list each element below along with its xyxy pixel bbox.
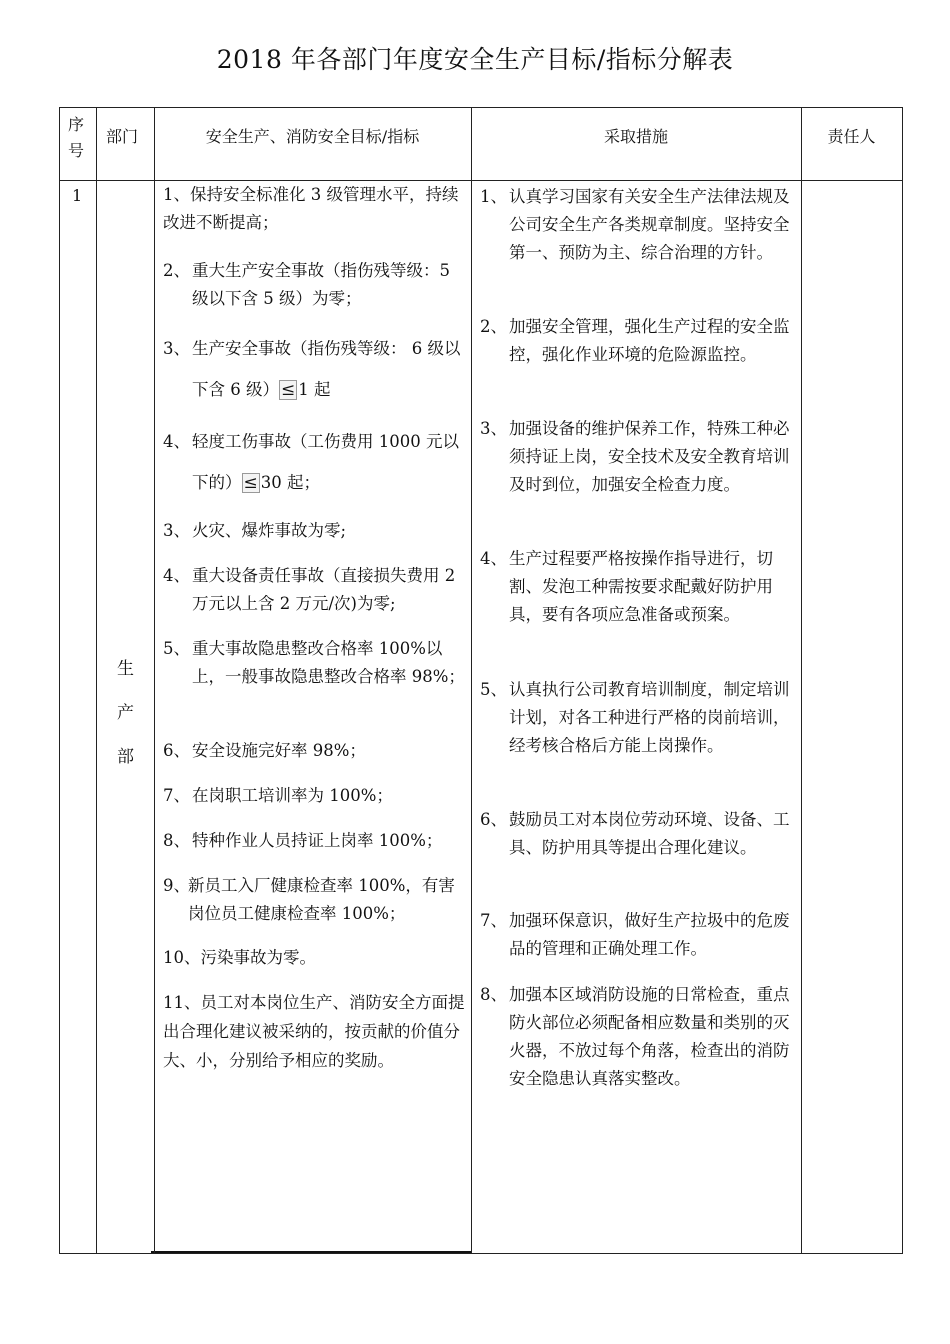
less-equal-symbol: ≤ bbox=[243, 473, 258, 493]
header-dept: 部门 bbox=[106, 127, 139, 146]
goal-number: 6、 bbox=[163, 741, 190, 760]
dept-char: 生 bbox=[117, 659, 134, 679]
goal-text: 污染事故为零。 bbox=[200, 948, 316, 967]
goal-item bbox=[163, 562, 465, 618]
goal-item bbox=[163, 421, 465, 503]
dept-char: 产 bbox=[117, 703, 134, 723]
goal-number: 4、 bbox=[163, 432, 190, 451]
measure-item bbox=[480, 545, 796, 629]
row-seq: 1 bbox=[72, 186, 83, 205]
goal-number: 4、 bbox=[163, 566, 190, 585]
table-top-border bbox=[59, 107, 903, 108]
dept-char: 部 bbox=[117, 747, 134, 767]
goal-item bbox=[163, 517, 465, 545]
header-measures: 采取措施 bbox=[603, 127, 668, 146]
measure-number: 6、 bbox=[480, 810, 507, 829]
goal-text: 火灾、爆炸事故为零; bbox=[192, 521, 347, 540]
measure-number: 5、 bbox=[480, 680, 507, 699]
measure-item bbox=[480, 806, 796, 862]
page-title: 2018 年各部门年度安全生产目标/指标分解表 bbox=[216, 45, 734, 74]
goal-number: 7、 bbox=[163, 786, 190, 805]
measure-number: 1、 bbox=[480, 187, 507, 206]
measure-text: 加强本区域消防设施的日常检查，重点防火部位必须配备相应数量和类别的灭火器，不放过每个角落，检查出的消防安全隐患认真落实整改。 bbox=[509, 985, 790, 1088]
measure-number: 4、 bbox=[480, 549, 507, 568]
table-bottom-border bbox=[59, 1253, 903, 1254]
measure-item bbox=[480, 415, 796, 499]
measure-text: 加强安全管理，强化生产过程的安全监控，强化作业环境的危险源监控。 bbox=[509, 317, 790, 364]
goal-item bbox=[163, 827, 465, 855]
goal-number: 1、 bbox=[163, 185, 190, 204]
col-divider-dept bbox=[154, 107, 155, 1254]
measure-text: 加强环保意识，做好生产拉圾中的危废品的管理和正确处理工作。 bbox=[509, 911, 790, 958]
goal-number: 5、 bbox=[163, 639, 190, 658]
goal-text: 生产安全事故（指伤残等级： 6 级以下含 6 级） bbox=[192, 339, 461, 399]
header-seq-line1: 序 bbox=[68, 115, 85, 134]
goal-item bbox=[163, 328, 465, 410]
goal-text: 在岗职工培训率为 100%； bbox=[192, 786, 393, 805]
col-divider-goals bbox=[471, 107, 472, 1254]
goal-number: 11、 bbox=[163, 993, 201, 1012]
goal-item bbox=[163, 872, 465, 928]
header-seq-line2: 号 bbox=[68, 141, 85, 160]
col-divider-measures bbox=[801, 107, 802, 1254]
measure-item bbox=[480, 907, 796, 963]
goal-text: 员工对本岗位生产、消防安全方面提出合理化建议被采纳的，按贡献的价值分大、小，分别给予相应的奖励。 bbox=[163, 993, 465, 1070]
measure-text: 加强设备的维护保养工作，特殊工种必须持证上岗，安全技术及安全教育培训及时到位，加强安全检查力度。 bbox=[509, 419, 790, 494]
header-goals: 安全生产、消防安全目标/指标 bbox=[205, 127, 420, 146]
goal-number: 10、 bbox=[163, 948, 201, 967]
goal-item bbox=[163, 257, 465, 313]
measure-text: 认真执行公司教育培训制度，制定培训计划，对各工种进行严格的岗前培训，经考核合格后方能上岗操作。 bbox=[509, 680, 790, 755]
goal-text: 重大设备责任事故（直接损失费用 2 万元以上含 2 万元/次)为零; bbox=[192, 566, 456, 613]
goal-number: 3、 bbox=[163, 339, 190, 358]
goal-item bbox=[163, 782, 465, 810]
goal-item bbox=[163, 988, 465, 1075]
measure-item bbox=[480, 676, 796, 760]
measure-item bbox=[480, 981, 796, 1093]
goal-text: 保持安全标准化 3 级管理水平，持续改进不断提高； bbox=[163, 185, 459, 232]
goal-item bbox=[163, 181, 465, 237]
less-equal-symbol: ≤ bbox=[281, 380, 296, 400]
measure-number: 2、 bbox=[480, 317, 507, 336]
goal-item bbox=[163, 944, 465, 972]
goal-text: 30 起； bbox=[260, 473, 320, 492]
goal-number: 3、 bbox=[163, 521, 190, 540]
header-seq bbox=[68, 112, 84, 164]
goal-text: 1 起 bbox=[298, 380, 331, 399]
measure-number: 3、 bbox=[480, 419, 507, 438]
measure-item bbox=[480, 183, 796, 267]
table-left-border bbox=[59, 107, 60, 1254]
measure-number: 7、 bbox=[480, 911, 507, 930]
table-right-border bbox=[902, 107, 903, 1254]
goal-text: 重大事故隐患整改合格率 100%以上，一般事故隐患整改合格率 98%； bbox=[192, 639, 465, 686]
goal-item bbox=[163, 737, 465, 765]
col-divider-seq bbox=[96, 107, 97, 1254]
goal-number: 2、 bbox=[163, 261, 190, 280]
measure-text: 认真学习国家有关安全生产法律法规及公司安全生产各类规章制度。坚持安全第一、预防为主、综合治理的方针。 bbox=[509, 187, 790, 262]
measure-number: 8、 bbox=[480, 985, 507, 1004]
measure-item bbox=[480, 313, 796, 369]
goal-text: 重大生产安全事故（指伤残等级：5 级以下含 5 级）为零； bbox=[192, 261, 450, 308]
header-owner: 责任人 bbox=[827, 127, 876, 146]
goal-number: 9、 bbox=[163, 876, 190, 895]
goal-text: 新员工入厂健康检查率 100%，有害岗位员工健康检查率 100%； bbox=[188, 876, 455, 923]
measure-text: 生产过程要严格按操作指导进行，切割、发泡工种需按要求配戴好防护用具，要有各项应急准备或预案。 bbox=[509, 549, 773, 624]
measure-text: 鼓励员工对本岗位劳动环境、设备、工具、防护用具等提出合理化建议。 bbox=[509, 810, 790, 857]
goals-bottom-border bbox=[151, 1251, 472, 1253]
goal-text: 轻度工伤事故（工伤费用 1000 元以下的） bbox=[192, 432, 459, 492]
goal-text: 特种作业人员持证上岗率 100%； bbox=[192, 831, 443, 850]
goal-item bbox=[163, 635, 465, 691]
goal-text: 安全设施完好率 98%； bbox=[192, 741, 366, 760]
goal-number: 8、 bbox=[163, 831, 190, 850]
